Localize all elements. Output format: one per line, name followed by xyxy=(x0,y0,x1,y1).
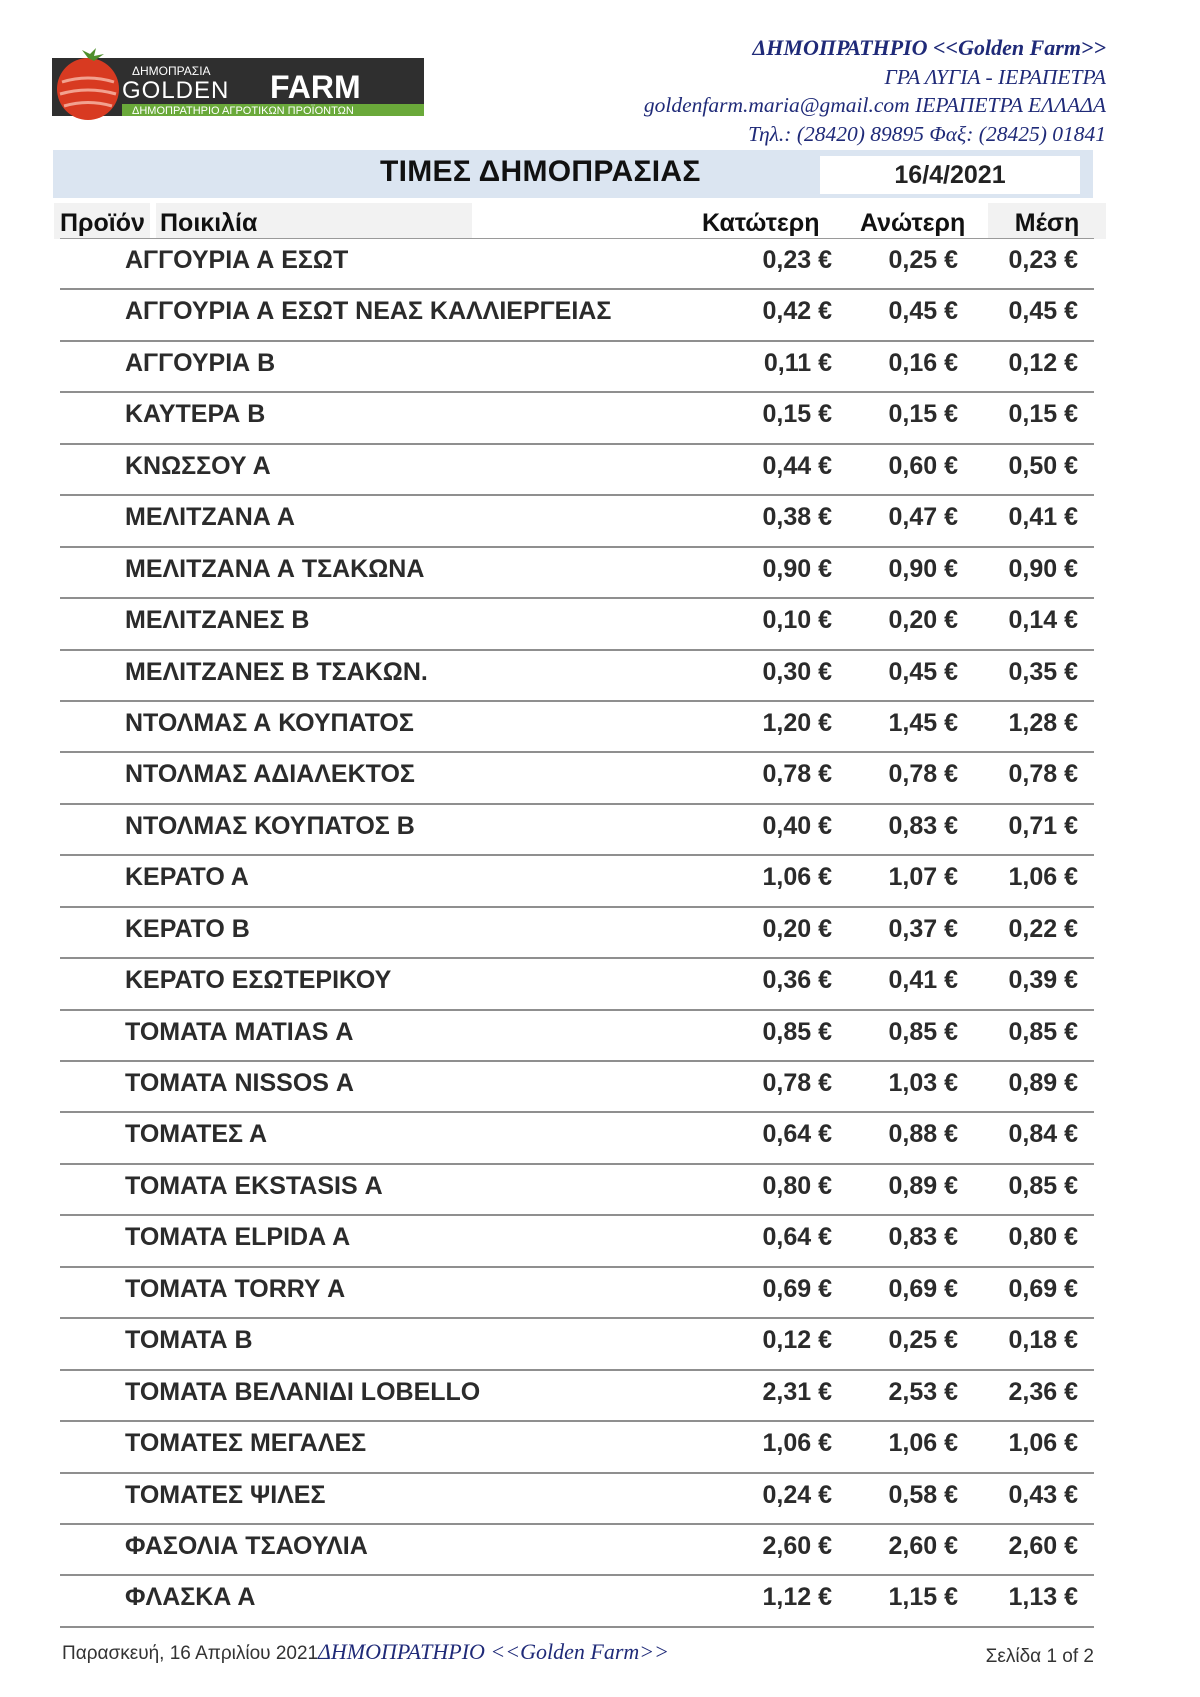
company-email: goldenfarm.maria@gmail.com ΙΕΡΑΠΕΤΡΑ ΕΛΛΑΔΑ xyxy=(643,93,1106,117)
price-avg: 0,12 € xyxy=(1008,348,1078,377)
price-low: 0,36 € xyxy=(762,966,832,995)
price-avg: 0,71 € xyxy=(1008,811,1078,840)
table-row xyxy=(60,1371,1094,1422)
table-row xyxy=(60,1268,1094,1319)
price-high: 0,69 € xyxy=(888,1274,958,1303)
product-name: ΚΕΡΑΤΟ ΕΣΩΤΕΡΙΚΟΥ xyxy=(125,966,392,995)
price-low: 0,10 € xyxy=(762,606,832,635)
product-name: ΑΓΓΟΥΡΙΑ Α ΕΣΩΤ xyxy=(125,246,349,274)
price-avg: 0,50 € xyxy=(1008,451,1078,480)
price-low: 1,06 € xyxy=(762,1429,832,1458)
product-name: ΚΕΡΑΤΟ Β xyxy=(125,914,250,943)
price-avg: 0,35 € xyxy=(1008,657,1078,686)
price-low: 2,31 € xyxy=(762,1377,832,1406)
table-row xyxy=(60,753,1094,804)
price-high: 0,20 € xyxy=(888,606,958,635)
price-avg: 0,89 € xyxy=(1008,1069,1078,1097)
product-name: ΤΟΜΑΤΕΣ Α xyxy=(125,1120,268,1149)
table-row xyxy=(60,1113,1094,1164)
price-high: 0,85 € xyxy=(888,1017,958,1046)
price-low: 0,64 € xyxy=(762,1120,832,1149)
price-high: 1,07 € xyxy=(888,863,958,892)
column-header-product: Προϊόν xyxy=(54,203,150,239)
company-address: ΓΡΑ ΛΥΓΙΑ - ΙΕΡΑΠΕΤΡΑ xyxy=(884,64,1106,89)
column-header-high: Ανώτερη xyxy=(860,209,966,237)
auction-date: 16/4/2021 xyxy=(820,156,1080,194)
column-header-variety: Ποικιλία xyxy=(156,203,472,239)
price-low: 0,12 € xyxy=(762,1326,832,1355)
table-row xyxy=(60,805,1094,856)
price-high: 1,45 € xyxy=(888,708,958,737)
product-name: ΑΓΓΟΥΡΙΑ Β xyxy=(125,348,276,377)
price-avg: 0,85 € xyxy=(1008,1017,1078,1046)
table-row xyxy=(60,651,1094,702)
product-name: ΝΤΟΛΜΑΣ ΑΔΙΑΛΕΚΤΟΣ xyxy=(125,760,415,789)
price-low: 0,78 € xyxy=(762,760,832,789)
price-low: 0,85 € xyxy=(762,1017,832,1046)
price-high: 0,89 € xyxy=(888,1171,958,1200)
footer-company: ΔΗΜΟΠΡΑΤΗΡΙΟ <<Golden Farm>> xyxy=(318,1639,669,1664)
product-name: ΚΝΩΣΣΟΥ Α xyxy=(125,451,271,480)
column-header-avg: Μέση xyxy=(988,203,1106,239)
table-row xyxy=(60,1576,1094,1627)
price-avg: 0,43 € xyxy=(1008,1480,1078,1509)
price-avg: 1,13 € xyxy=(1008,1583,1078,1612)
product-name: ΤΟΜΑΤΕΣ ΨΙΛΕΣ xyxy=(125,1480,326,1509)
product-name: ΚΑΥΤΕΡΑ Β xyxy=(125,400,266,429)
column-header-low: Κατώτερη xyxy=(702,209,820,237)
product-name: ΝΤΟΛΜΑΣ Α ΚΟΥΠΑΤΟΣ xyxy=(125,708,414,737)
footer-date: Παρασκευή, 16 Απριλίου 2021 xyxy=(62,1643,319,1664)
table-row xyxy=(60,1011,1094,1062)
table-row xyxy=(60,599,1094,650)
price-avg: 0,22 € xyxy=(1008,914,1078,943)
price-low: 0,64 € xyxy=(762,1223,832,1252)
product-name: ΦΛΑΣΚΑ Α xyxy=(125,1583,256,1612)
page-title: ΤΙΜΕΣ ΔΗΜΟΠΡΑΣΙΑΣ xyxy=(380,155,701,188)
table-row xyxy=(60,702,1094,753)
product-name: ΤΟΜΑΤΑ ELPIDA Α xyxy=(125,1223,351,1252)
table-row xyxy=(60,239,1094,290)
price-high: 1,06 € xyxy=(888,1429,958,1458)
price-high: 0,25 € xyxy=(888,246,958,274)
price-low: 1,12 € xyxy=(762,1583,832,1612)
price-low: 0,40 € xyxy=(762,811,832,840)
table-row xyxy=(60,1422,1094,1473)
table-row xyxy=(60,290,1094,341)
price-low: 0,78 € xyxy=(762,1069,832,1097)
price-high: 0,60 € xyxy=(888,451,958,480)
price-low: 0,23 € xyxy=(762,246,832,274)
price-avg: 1,28 € xyxy=(1008,708,1078,737)
price-high: 0,25 € xyxy=(888,1326,958,1355)
price-table xyxy=(60,239,1094,1628)
price-high: 0,15 € xyxy=(888,400,958,429)
table-row xyxy=(60,342,1094,393)
product-name: ΜΕΛΙΤΖΑΝΑ Α ΤΣΑΚΩΝΑ xyxy=(125,554,425,583)
price-low: 0,42 € xyxy=(762,297,832,326)
price-high: 1,15 € xyxy=(888,1583,958,1612)
price-high: 0,83 € xyxy=(888,1223,958,1252)
price-high: 0,37 € xyxy=(888,914,958,943)
table-row xyxy=(60,496,1094,547)
table-row xyxy=(60,959,1094,1010)
price-high: 2,53 € xyxy=(888,1377,958,1406)
price-low: 1,20 € xyxy=(762,708,832,737)
price-low: 0,20 € xyxy=(762,914,832,943)
price-low: 0,69 € xyxy=(762,1274,832,1303)
company-info xyxy=(644,34,1106,148)
price-avg: 0,78 € xyxy=(1008,760,1078,789)
price-high: 0,83 € xyxy=(888,811,958,840)
product-name: ΜΕΛΙΤΖΑΝΑ Α xyxy=(125,503,295,532)
price-avg: 0,15 € xyxy=(1008,400,1078,429)
product-name: ΤΟΜΑΤΑ MATIAS Α xyxy=(125,1017,354,1046)
table-row xyxy=(60,1319,1094,1370)
price-low: 0,15 € xyxy=(762,400,832,429)
price-high: 0,41 € xyxy=(888,966,958,995)
product-name: ΤΟΜΑΤΑ ΒΕΛΑΝΙΔΙ LOBELLO xyxy=(125,1377,481,1406)
price-low: 0,38 € xyxy=(762,503,832,532)
price-low: 0,80 € xyxy=(762,1171,832,1200)
product-name: ΚΕΡΑΤΟ Α xyxy=(125,863,249,892)
table-row xyxy=(60,548,1094,599)
price-high: 1,03 € xyxy=(888,1069,958,1097)
product-name: ΤΟΜΑΤΑ NISSOS Α xyxy=(125,1069,354,1097)
table-row xyxy=(60,393,1094,444)
price-avg: 0,80 € xyxy=(1008,1223,1078,1252)
price-low: 0,44 € xyxy=(762,451,832,480)
price-avg: 1,06 € xyxy=(1008,863,1078,892)
price-high: 0,90 € xyxy=(888,554,958,583)
price-low: 0,90 € xyxy=(762,554,832,583)
price-high: 0,16 € xyxy=(888,348,958,377)
price-low: 1,06 € xyxy=(762,863,832,892)
product-name: ΦΑΣΟΛΙΑ ΤΣΑΟΥΛΙΑ xyxy=(125,1531,368,1560)
price-avg: 0,23 € xyxy=(1008,246,1078,274)
price-avg: 2,36 € xyxy=(1008,1377,1078,1406)
price-low: 0,24 € xyxy=(762,1480,832,1509)
price-low: 2,60 € xyxy=(762,1531,832,1560)
price-avg: 1,06 € xyxy=(1008,1429,1078,1458)
price-avg: 2,60 € xyxy=(1008,1531,1078,1560)
price-high: 2,60 € xyxy=(888,1531,958,1560)
table-row xyxy=(60,1216,1094,1267)
price-avg: 0,90 € xyxy=(1008,554,1078,583)
svg-text:ΔΗΜΟΠΡΑΣΙΑ: ΔΗΜΟΠΡΑΣΙΑ xyxy=(132,64,211,78)
product-name: ΝΤΟΛΜΑΣ ΚΟΥΠΑΤΟΣ Β xyxy=(125,811,415,840)
svg-text:ΔΗΜΟΠΡΑΤΗΡΙΟ ΑΓΡΟΤΙΚΩΝ ΠΡΟΪΟΝΤ: ΔΗΜΟΠΡΑΤΗΡΙΟ ΑΓΡΟΤΙΚΩΝ ΠΡΟΪΟΝΤΩΝ xyxy=(132,105,354,117)
table-row xyxy=(60,1062,1094,1113)
price-avg: 0,41 € xyxy=(1008,503,1078,532)
product-name: ΤΟΜΑΤΕΣ ΜΕΓΑΛΕΣ xyxy=(125,1429,367,1458)
product-name: ΤΟΜΑΤΑ EKSTASIS Α xyxy=(125,1171,383,1200)
price-avg: 0,18 € xyxy=(1008,1326,1078,1355)
table-row xyxy=(60,1525,1094,1576)
price-high: 0,88 € xyxy=(888,1120,958,1149)
table-row xyxy=(60,1474,1094,1525)
price-high: 0,45 € xyxy=(888,297,958,326)
price-avg: 0,45 € xyxy=(1008,297,1078,326)
table-row xyxy=(60,908,1094,959)
table-row xyxy=(60,856,1094,907)
svg-text:GOLDEN: GOLDEN xyxy=(122,77,230,104)
price-low: 0,30 € xyxy=(762,657,832,686)
company-phones: Τηλ.: (28420) 89895 Φαξ: (28425) 01841 xyxy=(748,121,1106,146)
price-avg: 0,39 € xyxy=(1008,966,1078,995)
svg-text:FARM: FARM xyxy=(270,69,361,105)
product-name: ΜΕΛΙΤΖΑΝΕΣ Β xyxy=(125,606,310,635)
product-name: ΑΓΓΟΥΡΙΑ Α ΕΣΩΤ ΝΕΑΣ ΚΑΛΛΙΕΡΓΕΙΑΣ xyxy=(125,297,612,326)
price-high: 0,58 € xyxy=(888,1480,958,1509)
price-avg: 0,85 € xyxy=(1008,1171,1078,1200)
price-avg: 0,69 € xyxy=(1008,1274,1078,1303)
table-row xyxy=(60,445,1094,496)
price-avg: 0,14 € xyxy=(1008,606,1078,635)
price-high: 0,47 € xyxy=(888,503,958,532)
price-high: 0,78 € xyxy=(888,760,958,789)
page-number: Σελίδα 1 of 2 xyxy=(985,1646,1094,1667)
price-low: 0,11 € xyxy=(763,348,832,377)
price-high: 0,45 € xyxy=(888,657,958,686)
price-avg: 0,84 € xyxy=(1008,1120,1078,1149)
company-name: ΔΗΜΟΠΡΑΤΗΡΙΟ <<Golden Farm>> xyxy=(752,35,1106,60)
product-name: ΜΕΛΙΤΖΑΝΕΣ Β ΤΣΑΚΩΝ. xyxy=(125,657,428,686)
product-name: ΤΟΜΑΤΑ TORRY Α xyxy=(125,1274,346,1303)
golden-farm-logo xyxy=(52,48,424,126)
product-name: ΤΟΜΑΤΑ Β xyxy=(125,1326,253,1355)
table-row xyxy=(60,1165,1094,1216)
